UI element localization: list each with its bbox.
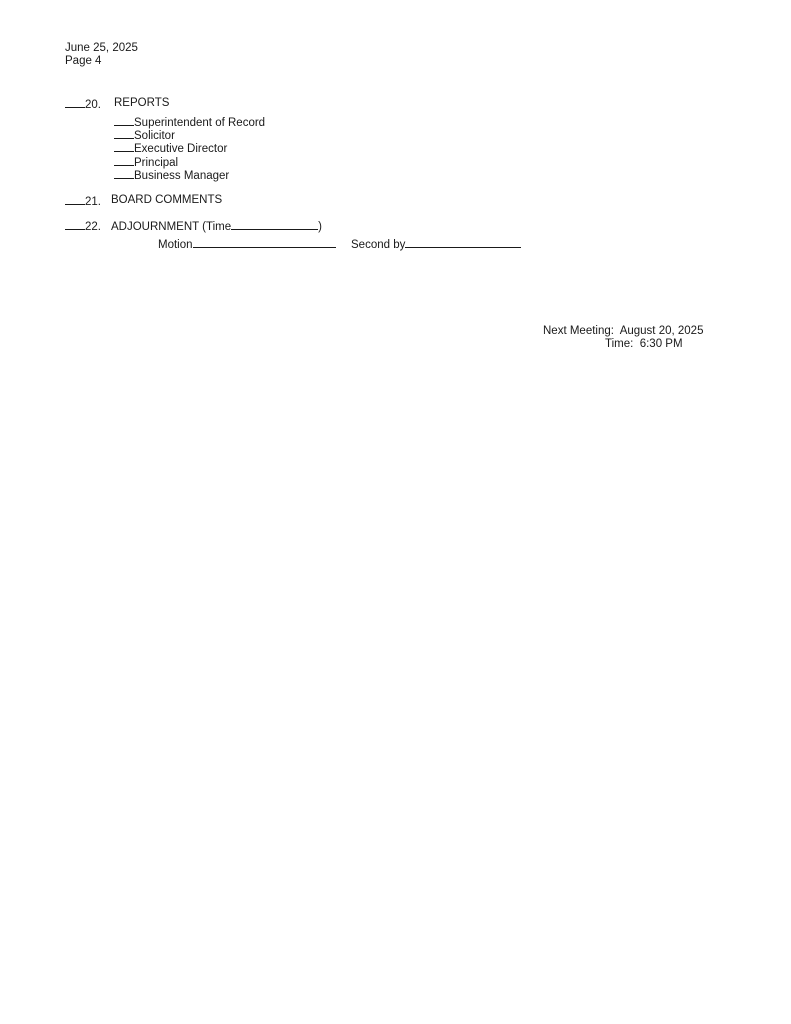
check-blank[interactable] (114, 141, 134, 152)
check-blank[interactable] (114, 168, 134, 179)
agenda-item-adjournment (65, 219, 101, 234)
item-title-reports: REPORTS (114, 97, 170, 109)
motion-blank[interactable] (193, 237, 336, 248)
check-blank[interactable] (65, 219, 85, 230)
time-blank[interactable] (231, 219, 318, 230)
next-meeting-date: Next Meeting: August 20, 2025 (543, 325, 704, 337)
check-blank[interactable] (65, 194, 85, 205)
check-blank[interactable] (65, 97, 85, 108)
report-sub-item: Solicitor (114, 128, 175, 143)
item-number: 20. (85, 99, 101, 111)
report-sub-item: Business Manager (114, 168, 229, 183)
header-date: June 25, 2025 (65, 42, 138, 54)
motion-label: Motion (158, 239, 193, 251)
second-label: Second by (351, 239, 406, 251)
second-blank[interactable] (405, 237, 521, 248)
item-number: 22. (85, 221, 101, 233)
item-number: 21. (85, 196, 101, 208)
report-sub-item: Executive Director (114, 141, 227, 156)
next-meeting-time: Time: 6:30 PM (605, 338, 683, 350)
check-blank[interactable] (114, 115, 134, 126)
check-blank[interactable] (114, 155, 134, 166)
item-title-adjournment: ADJOURNMENT (Time ) (111, 221, 322, 233)
report-sub-item: Superintendent of Record (114, 115, 265, 130)
check-blank[interactable] (114, 128, 134, 139)
agenda-item-board-comments (65, 194, 101, 209)
second-line (351, 237, 521, 252)
item-title-board-comments: BOARD COMMENTS (111, 194, 223, 206)
report-sub-item: Principal (114, 155, 178, 170)
motion-line (158, 237, 336, 252)
agenda-item-reports (65, 97, 101, 112)
page-number: Page 4 (65, 55, 102, 67)
